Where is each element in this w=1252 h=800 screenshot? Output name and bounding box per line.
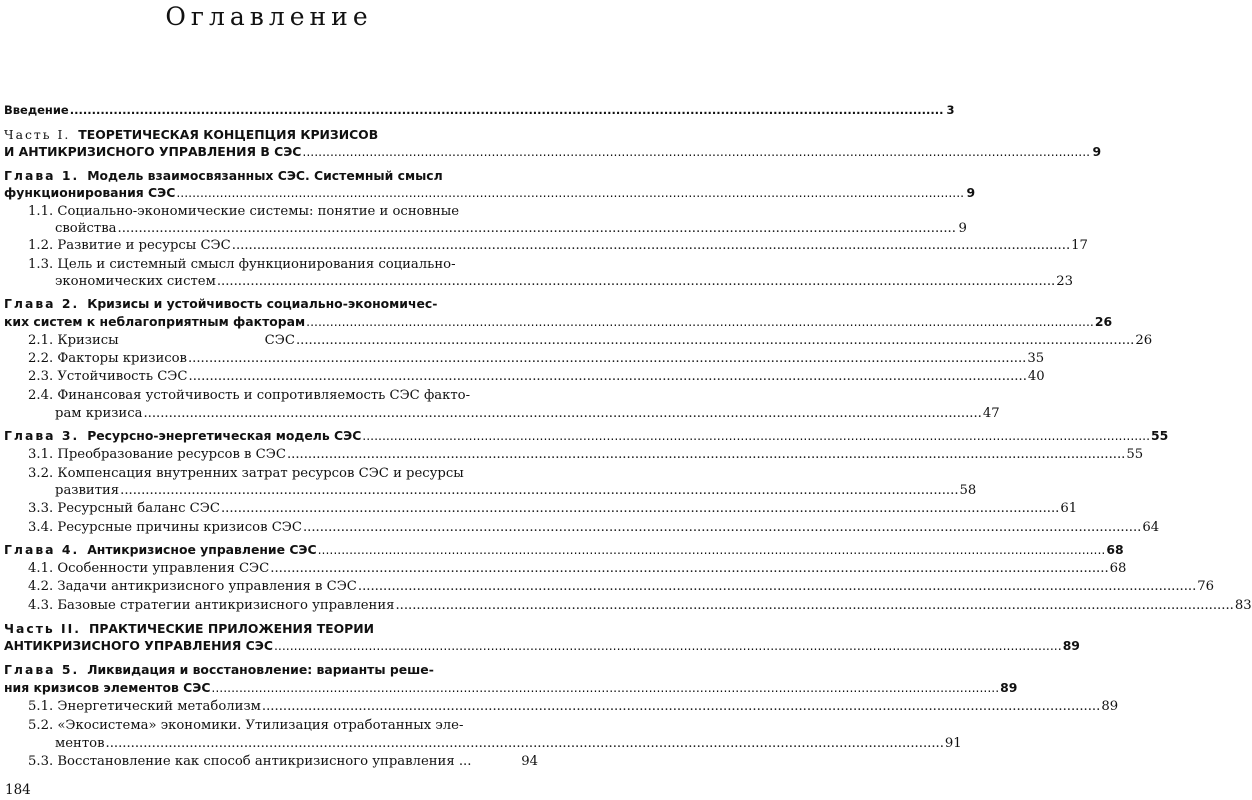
toc-entry-text: 4.3. Базовые стратегии антикризисного управления xyxy=(28,598,395,613)
leader-dots xyxy=(106,736,944,751)
toc-entry-section-1-1 xyxy=(28,204,459,219)
toc-entry-section-2-4 xyxy=(28,388,470,403)
toc-entry-text: функционирования СЭС xyxy=(4,185,176,200)
toc-entry-text: ТЕОРЕТИЧЕСКАЯ КОНЦЕПЦИЯ КРИЗИСОВ xyxy=(78,127,379,142)
toc-page-number: 68 xyxy=(1109,561,1127,576)
toc-entry-label: Глава 3. xyxy=(4,428,80,443)
toc-entry-text: 1.1. Социально-экономические системы: понятие и основные xyxy=(28,204,460,219)
toc-page-number: 26 xyxy=(1094,314,1113,329)
leader-dots xyxy=(176,185,964,200)
toc-page-number: 3 xyxy=(946,103,955,117)
toc-page-number: 64 xyxy=(1142,520,1160,535)
leader-dots xyxy=(232,238,1070,253)
toc-entry-text: рам кризиса xyxy=(55,406,143,421)
toc-entry-part1-cont xyxy=(4,144,1102,159)
toc-page-number: 9 xyxy=(966,185,976,200)
toc-page-number: 47 xyxy=(982,406,1000,421)
leader-dots xyxy=(120,483,958,498)
toc-entry-text: 3.1. Преобразование ресурсов в СЭС xyxy=(28,447,286,462)
toc-entry-text: Введение xyxy=(4,103,69,117)
toc-entry-part2-cont xyxy=(4,638,1080,653)
toc-entry-section-3-3 xyxy=(28,501,1078,516)
toc-entry-section-3-1 xyxy=(28,447,1144,462)
toc-page-number: 83 xyxy=(1234,598,1252,613)
toc-page-number: 89 xyxy=(1101,699,1119,714)
toc-entry-label: Часть I. xyxy=(4,127,71,142)
page-number: 184 xyxy=(5,782,31,798)
toc-entry-section-5-1 xyxy=(28,699,1119,714)
toc-entry-text: Антикризисное управление СЭС xyxy=(87,542,317,557)
toc-entry-text: ких систем к неблагоприятным факторам xyxy=(4,314,306,329)
toc-entry-text: Ликвидация и восстановление: варианты реше- xyxy=(87,662,434,677)
toc-entry-section-3-2 xyxy=(28,466,464,481)
toc-page-number: 91 xyxy=(944,736,962,751)
toc-entry-section-2-1 xyxy=(28,333,1153,348)
toc-entry-text: ментов xyxy=(55,736,105,751)
toc-page-number: 9 xyxy=(958,221,967,236)
leader-dots xyxy=(270,561,1108,576)
toc-entry-text: Кризисы и устойчивость социально-экономичес- xyxy=(87,296,438,311)
toc-entry-text: свойства xyxy=(55,221,117,236)
leader-dots xyxy=(189,369,1027,384)
toc-entry-text-fragment: СЭС xyxy=(264,333,295,348)
toc-entry-text: 1.2. Развитие и ресурсы СЭС xyxy=(28,238,231,253)
toc-entry-text: 3.2. Компенсация внутренних затрат ресурсов СЭС и ресурсы xyxy=(28,466,464,481)
toc-entry-chapter1 xyxy=(4,168,534,183)
leader-dots xyxy=(274,638,1062,653)
toc-entry-chapter3 xyxy=(4,428,1169,443)
leader-dots xyxy=(296,333,1134,348)
toc-entry-section-3-4 xyxy=(28,520,1160,535)
toc-page-number: 35 xyxy=(1027,351,1045,366)
toc-entry-text: 2.3. Устойчивость СЭС xyxy=(28,369,188,384)
toc-entry-text: ния кризисов элементов СЭС xyxy=(4,680,211,695)
toc-page-number: 9 xyxy=(1092,144,1102,159)
toc-entry-section-2-2 xyxy=(28,351,1045,366)
toc-entry-label: Глава 2. xyxy=(4,296,80,311)
leader-dots xyxy=(221,501,1059,516)
toc-entry-text: 2.4. Финансовая устойчивость и сопротивляемость СЭС факто- xyxy=(28,388,471,403)
toc-entry-text: развития xyxy=(55,483,120,498)
toc-page-number: 26 xyxy=(1135,333,1153,348)
toc-entry-section-5-2-cont xyxy=(55,736,962,751)
toc-entry-text: 5.3. Восстановление как способ антикризисного управления ... xyxy=(28,754,472,769)
toc-entry-text: 4.1. Особенности управления СЭС xyxy=(28,561,270,576)
toc-page-number: 55 xyxy=(1151,428,1169,443)
toc-entry-text: 4.2. Задачи антикризисного управления в СЭС xyxy=(28,579,357,594)
toc-entry-part2 xyxy=(4,621,534,636)
toc-page-number: 89 xyxy=(1000,680,1018,695)
toc-entry-text: 5.1. Энергетический метаболизм xyxy=(28,699,261,714)
toc-entry-section-3-2-cont xyxy=(55,483,977,498)
toc-entry-label: Глава 4. xyxy=(4,542,80,557)
toc-entry-label: Глава 1. xyxy=(4,168,80,183)
leader-dots xyxy=(287,447,1125,462)
leader-dots xyxy=(318,542,1106,557)
toc-page-number: 55 xyxy=(1126,447,1144,462)
toc-entry-text: 2.1. Кризисы xyxy=(28,333,119,348)
toc-entry-section-4-1 xyxy=(28,561,1127,576)
toc-entry-section-1-2 xyxy=(28,238,1088,253)
toc-entry-section-4-2 xyxy=(28,579,1215,594)
toc-entry-text: 2.2. Факторы кризисов xyxy=(28,351,187,366)
toc-entry-text: 3.3. Ресурсный баланс СЭС xyxy=(28,501,220,516)
leader-dots xyxy=(217,274,1055,289)
leader-dots xyxy=(362,428,1150,443)
toc-entry-chapter2-cont xyxy=(4,314,1113,329)
leader-dots xyxy=(358,579,1196,594)
toc-entry-text: экономических систем xyxy=(55,274,216,289)
toc-entry-intro xyxy=(4,103,955,117)
toc-page-number: 61 xyxy=(1060,501,1078,516)
toc-entry-section-5-3 xyxy=(28,754,538,769)
toc-entry-label: Часть II. xyxy=(4,621,81,636)
leader-dots xyxy=(188,351,1026,366)
toc-entry-section-5-2 xyxy=(28,718,463,733)
toc-entry-text: 1.3. Цель и системный смысл функционирования социально- xyxy=(28,257,456,272)
toc-entry-text: Модель взаимосвязанных СЭС. Системный смысл xyxy=(87,168,443,183)
toc-entry-chapter2 xyxy=(4,296,534,311)
toc-entry-text: 3.4. Ресурсные причины кризисов СЭС xyxy=(28,520,302,535)
toc-page-number: 17 xyxy=(1071,238,1088,253)
toc-entry-text: ПРАКТИЧЕСКИЕ ПРИЛОЖЕНИЯ ТЕОРИИ xyxy=(88,621,374,636)
leader-dots xyxy=(211,680,999,695)
toc-page-number: 89 xyxy=(1062,638,1080,653)
leader-dots xyxy=(303,520,1141,535)
toc-page-number: 58 xyxy=(959,483,977,498)
leader-dots xyxy=(118,221,956,236)
leader-dots xyxy=(143,406,981,421)
leader-dots xyxy=(395,598,1233,613)
toc-entry-chapter5-cont xyxy=(4,680,1018,695)
toc-page-number: 23 xyxy=(1056,274,1074,289)
leader-dots xyxy=(302,144,1090,159)
leader-dots xyxy=(262,699,1100,714)
page-title: Оглавление xyxy=(165,2,373,31)
toc-page-number: 40 xyxy=(1027,369,1045,384)
toc-page-number: 94 xyxy=(521,754,538,769)
toc-entry-chapter4 xyxy=(4,542,1124,557)
toc-entry-text: И АНТИКРИЗИСНОГО УПРАВЛЕНИЯ В СЭС xyxy=(4,144,302,159)
toc-page-number: 68 xyxy=(1106,542,1124,557)
toc-entry-chapter5 xyxy=(4,662,534,677)
toc-entry-text: Ресурсно-энергетическая модель СЭС xyxy=(87,428,362,443)
toc-page-number: 76 xyxy=(1197,579,1215,594)
toc-entry-part1 xyxy=(4,127,534,142)
toc-entry-section-4-3 xyxy=(28,598,1252,613)
leader-dots xyxy=(70,103,944,117)
toc-entry-chapter1-cont xyxy=(4,185,976,200)
toc-entry-section-2-3 xyxy=(28,369,1045,384)
toc-entry-text: АНТИКРИЗИСНОГО УПРАВЛЕНИЯ СЭС xyxy=(4,638,273,653)
leader-dots xyxy=(306,314,1094,329)
toc-entry-section-1-3 xyxy=(28,257,456,272)
toc-entry-section-1-1-cont xyxy=(55,221,967,236)
toc-entry-section-2-4-cont xyxy=(55,406,1000,421)
toc-entry-text: 5.2. «Экосистема» экономики. Утилизация отработанных эле- xyxy=(28,718,464,733)
toc-entry-section-1-3-cont xyxy=(55,274,1074,289)
toc-entry-label: Глава 5. xyxy=(4,662,80,677)
